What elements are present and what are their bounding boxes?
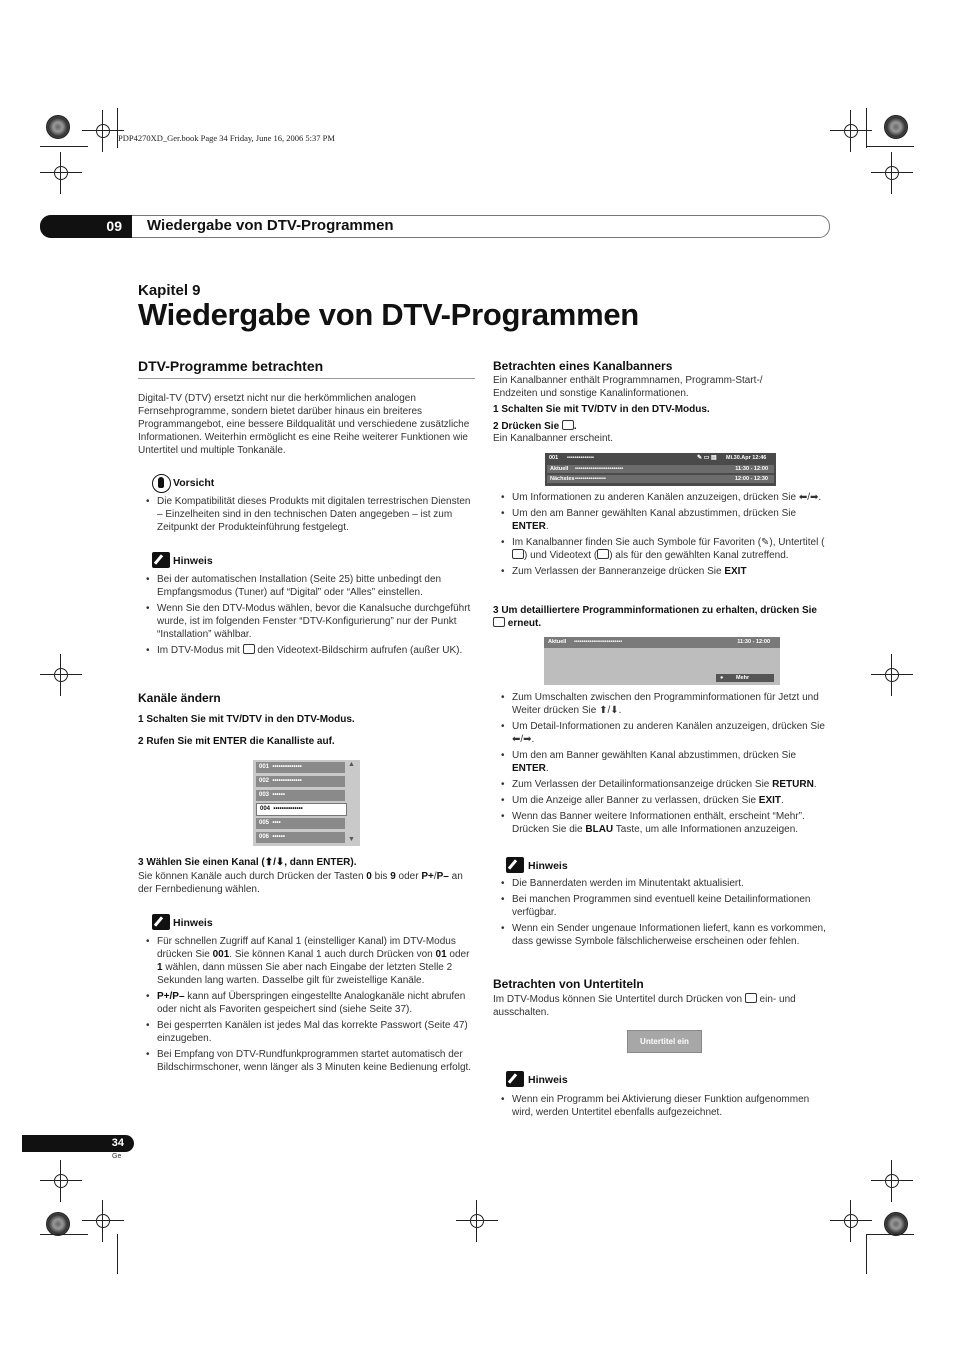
channel-row[interactable]: 005 ••••: [256, 818, 345, 829]
list-item: • Im Kanalbanner finden Sie auch Symbole für Favoriten (✎), Untertitel () und Videotext ( ) als für den gewählten Kanal zutreffend.: [493, 536, 829, 562]
crop-mark-icon: [836, 1206, 866, 1236]
list-item: • Um die Anzeige aller Banner zu verlassen, drücken Sie EXIT.: [493, 794, 833, 807]
header-title: Wiedergabe von DTV-Programmen: [147, 217, 394, 234]
favorite-icon: ✎: [761, 537, 770, 548]
page-title: Wiedergabe von DTV-Programmen: [138, 297, 639, 332]
banner-channel: 001: [549, 455, 559, 461]
banner-next-row: Nächstes •••••••••••••••• 12:00 - 12:30: [547, 475, 774, 483]
note-pencil-icon: [152, 552, 170, 568]
channel-row[interactable]: 006 ••••••: [256, 832, 345, 843]
up-down-arrow-icon: ⬆/⬇: [599, 705, 619, 716]
step-3: 3 Wählen Sie einen Kanal (⬆/⬇, dann ENTER).: [138, 857, 357, 868]
banner-list: [493, 491, 829, 581]
list-item: • Zum Verlassen der Banneranzeige drücken Sie EXIT: [493, 565, 829, 578]
list-item: • Die Kompatibilität dieses Produkts mit digitalen terrestrischen Diensten – Einzelheiten sind in den technischen Daten angegeben – ist zum Zeitpunkt der Produkteinführung festgelegt.: [138, 495, 476, 534]
crop-mark-icon: [46, 1166, 76, 1196]
registration-dial-icon: [46, 1212, 70, 1236]
note-list: [138, 935, 476, 1077]
note-pencil-icon: [152, 914, 170, 930]
registration-dial-icon: [46, 115, 70, 139]
note-list: [493, 877, 833, 951]
crop-line: [117, 108, 118, 148]
step-1: 1 Schalten Sie mit TV/DTV in den DTV-Modus.: [493, 404, 710, 415]
note-heading: Hinweis: [528, 860, 568, 872]
note-pencil-icon: [506, 857, 524, 873]
subtitle-icon: [745, 993, 757, 1003]
list-item: • Zum Umschalten zwischen den Programminformationen für Jetzt und Weiter drücken Sie ⬆/⬇.: [493, 691, 833, 717]
crop-mark-icon: [88, 1206, 118, 1236]
caution-heading: Vorsicht: [173, 477, 215, 489]
list-item: • Um Detail-Informationen zu anderen Kanälen anzuzeigen, drücken Sie ⬅/➡.: [493, 720, 833, 746]
list-item-text: den Videotext-Bildschirm aufrufen (außer UK).: [257, 645, 463, 656]
list-item: • Für schnellen Zugriff auf Kanal 1 (einstelliger Kanal) im DTV-Modus drücken Sie 001. Sie können Kanal 1 auch durch Drücken von 01 oder 1 wählen, dann müssen Sie aber nach Eingabe der letzten Stelle 2 Sekunden lang warten. Dasselbe gilt für zweistellige Kanäle.: [138, 935, 476, 987]
list-item: • Wenn ein Sender ungenaue Informationen liefert, kann es vorkommen, dass gewisse Symbole fälschlicherweise erscheinen oder fehlen.: [493, 922, 833, 948]
crop-line: [40, 146, 88, 147]
banner-now-row: Aktuell ••••••••••••••••••••••••• 11:30 - 12:00: [547, 465, 774, 473]
crop-mark-icon: [836, 116, 866, 146]
banner-date: Mi.30.Apr 12:46: [726, 455, 767, 461]
caution-list: [138, 495, 476, 537]
channel-row[interactable]: 002 ••••••••••••••: [256, 776, 345, 787]
note-list: [138, 573, 476, 660]
step-1: 1 Schalten Sie mit TV/DTV in den DTV-Modus.: [138, 714, 355, 725]
note-heading: Hinweis: [173, 917, 213, 929]
subsection-intro: Im DTV-Modus können Sie Untertitel durch Drücken von ein- und ausschalten.: [493, 994, 796, 1018]
crop-line: [866, 108, 867, 148]
more-button[interactable]: ● Mehr: [716, 674, 774, 682]
subtitle-icon: [512, 549, 524, 559]
list-item: • Um den am Banner gewählten Kanal abzustimmen, drücken Sie ENTER.: [493, 507, 829, 533]
list-item: • Wenn das Banner weitere Informationen enthält, erscheint “Mehr”. Drücken Sie die BLAU Taste, um alle Informationen anzuzeigen.: [493, 810, 833, 836]
crop-line: [117, 1234, 118, 1274]
crop-mark-icon: [46, 660, 76, 690]
banner-icons: ✎ ▭ ▤: [697, 455, 717, 461]
registration-dial-icon: [884, 1212, 908, 1236]
list-item: • Wenn Sie den DTV-Modus wählen, bevor die Kanalsuche durchgeführt wurde, ist im folgenden Fenster “DTV-Konfigurierung” nur der Punkt “Installation” wählbar.: [138, 602, 476, 641]
print-info: PDP4270XD_Ger.book Page 34 Friday, June 16, 2006 5:37 PM: [118, 133, 335, 143]
teletext-icon: [243, 644, 255, 654]
list-item: • Bei der automatischen Installation (Seite 25) bitte unbedingt den Empfangsmodus (Tuner) auf “Digital” oder “Alles” einstellen.: [138, 573, 476, 599]
list-item: • Wenn ein Programm bei Aktivierung dieser Funktion aufgenommen wird, werden Untertitel ebenfalls aufgezeichnet.: [493, 1093, 833, 1119]
channel-row[interactable]: 001 ••••••••••••••: [256, 762, 345, 773]
crop-mark-icon: [877, 1166, 907, 1196]
crop-mark-icon: [46, 158, 76, 188]
crop-line: [866, 1234, 914, 1235]
step-3: 3 Um detailliertere Programminformationen zu erhalten, drücken Sie erneut.: [493, 605, 817, 629]
subsection-title: Betrachten von Untertiteln: [493, 977, 644, 991]
language-code: Ge: [112, 1153, 122, 1160]
detail-header-row: Aktuell ••••••••••••••••••••••••• 11:30 - 12:00: [544, 637, 780, 648]
left-right-arrow-icon: ⬅/➡: [512, 734, 532, 745]
crop-mark-icon: [877, 660, 907, 690]
list-item: • Bei gesperrten Kanälen ist jedes Mal das korrekte Passwort (Seite 47) einzugeben.: [138, 1019, 476, 1045]
scroll-up-icon[interactable]: ▲: [348, 761, 355, 768]
channel-row[interactable]: 003 ••••••: [256, 790, 345, 801]
detail-info-screen: [544, 637, 780, 685]
detail-list: [493, 691, 833, 839]
list-item: • Zum Verlassen der Detailinformationsanzeige drücken Sie RETURN.: [493, 778, 833, 791]
chapter-number: 09: [106, 218, 122, 234]
page-number-tab: [22, 1135, 134, 1152]
page-number: 34: [111, 1137, 124, 1149]
subsection-title: Betrachten eines Kanalbanners: [493, 359, 673, 373]
channel-list-screen: [253, 760, 360, 846]
channel-row-selected[interactable]: 004 ••••••••••••••: [256, 803, 347, 816]
list-item: [138, 644, 476, 657]
caution-hand-icon: [152, 474, 171, 493]
list-item-text: Im DTV-Modus mit: [157, 645, 240, 656]
blue-dot-icon: ●: [720, 675, 724, 681]
note-list: [493, 1093, 833, 1122]
crop-line: [866, 1234, 867, 1274]
section-rule: [138, 378, 475, 379]
step-2-text: Ein Kanalbanner erscheint.: [493, 433, 614, 444]
intro-text: Digital-TV (DTV) ersetzt nicht nur die herkömmlichen analogen Fernsehprogramme, sondern bietet darüber hinaus ein breiteres Programmangebot, eine bessere Bildqualität und verschiedene zusätzliche Informationen. Weiterhin ermöglicht es eine Reihe weiterer Funktionen wie Untertitel und multiple Tonkanäle.: [138, 393, 470, 456]
teletext-icon: [597, 549, 609, 559]
crop-mark-icon: [88, 116, 118, 146]
list-item: • Die Bannerdaten werden im Minutentakt aktualisiert.: [493, 877, 833, 890]
step-3-text: Sie können Kanäle auch durch Drücken der Tasten 0 bis 9 oder P+/P– an der Fernbedienung wählen.: [138, 871, 463, 895]
note-heading: Hinweis: [528, 1074, 568, 1086]
channel-banner-screen: [545, 453, 776, 486]
scroll-down-icon[interactable]: ▼: [348, 836, 355, 843]
chapter-number-tab: [40, 215, 132, 238]
info-button-icon: [493, 617, 505, 627]
subsection-intro: Ein Kanalbanner enthält Programmnamen, Programm-Start-/ Endzeiten und sonstige Kanalinformationen.: [493, 375, 763, 399]
crop-mark-icon: [877, 158, 907, 188]
list-item: • Um Informationen zu anderen Kanälen anzuzeigen, drücken Sie ⬅/➡.: [493, 491, 829, 504]
crop-line: [40, 1234, 88, 1235]
crop-line: [866, 146, 914, 147]
step-2: 2 Rufen Sie mit ENTER die Kanalliste auf.: [138, 736, 335, 747]
section-title: DTV-Programme betrachten: [138, 358, 324, 374]
chapter-label: Kapitel 9: [138, 282, 201, 299]
info-button-icon: [562, 420, 574, 430]
note-heading: Hinweis: [173, 555, 213, 567]
list-item: • Um den am Banner gewählten Kanal abzustimmen, drücken Sie ENTER.: [493, 749, 833, 775]
subtitle-on-indicator: Untertitel ein: [627, 1030, 702, 1053]
list-item: • Bei manchen Programmen sind eventuell keine Detailinformationen verfügbar.: [493, 893, 833, 919]
subsection-title: Kanäle ändern: [138, 691, 221, 705]
list-item: • P+/P– kann auf Überspringen eingestellte Analogkanäle nicht abrufen oder nicht als Favoriten gespeichert sind (siehe Seite 37).: [138, 990, 476, 1016]
crop-mark-icon: [462, 1206, 492, 1236]
step-2: 2 Drücken Sie .: [493, 421, 577, 432]
registration-dial-icon: [884, 115, 908, 139]
up-down-arrow-icon: ⬆/⬇: [264, 857, 285, 868]
list-item: • Bei Empfang von DTV-Rundfunkprogrammen startet automatisch der Bildschirmschoner, wenn länger als 3 Minuten keine Bedienung erfolgt.: [138, 1048, 476, 1074]
note-pencil-icon: [506, 1071, 524, 1087]
left-right-arrow-icon: ⬅/➡: [798, 492, 819, 503]
banner-channel-name: ••••••••••••••: [567, 455, 594, 461]
